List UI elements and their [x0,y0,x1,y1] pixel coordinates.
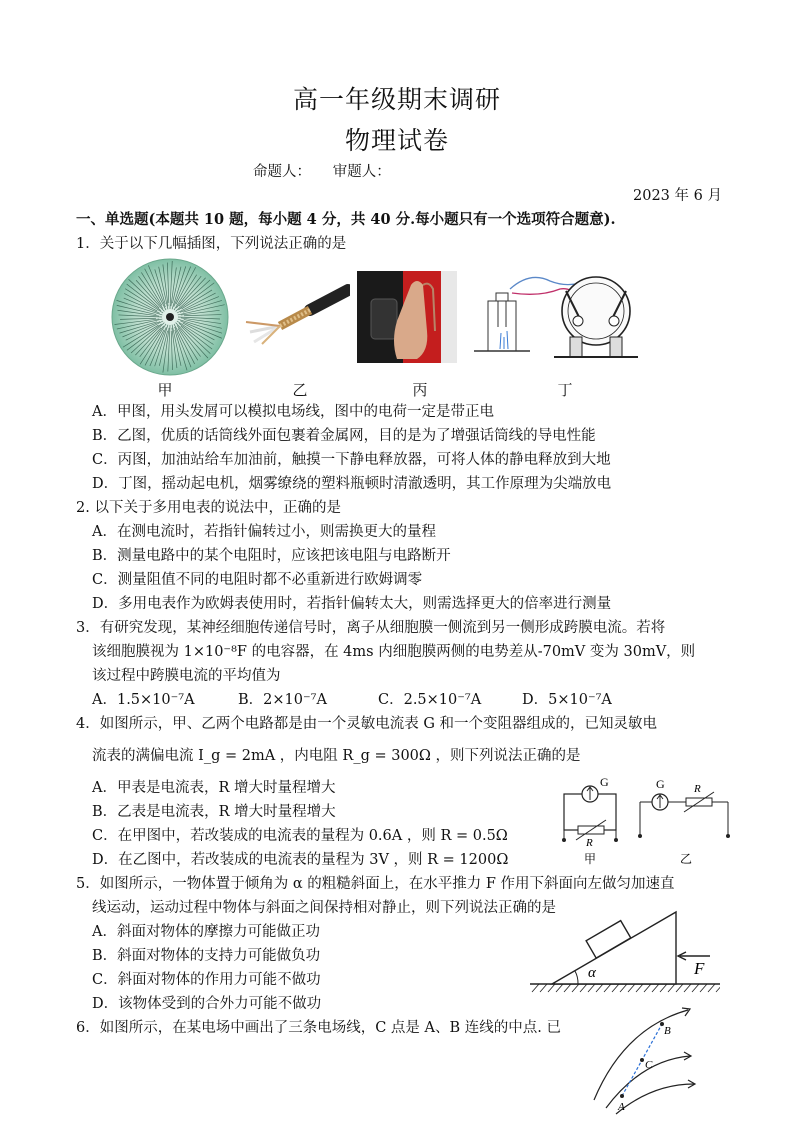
q4-option-d: D．在乙图中，若改装成的电流表的量程为 3V ，则 R = 1200Ω [92,852,509,868]
figure-galvanometer-circuits [556,774,760,870]
figure-static-discharger [357,271,457,363]
q2-option-a: A．在测电流时，若指针偏转过小，则需换更大的量程 [92,524,436,540]
question-4-line-2: 流表的满偏电流 I_g = 2mA ，内电阻 R_g = 300Ω ，则下列说法正确的是 [92,748,581,764]
exam-title: 高一年级期末调研 [292,85,501,114]
question-3-line-2: 该细胞膜视为 1×10⁻⁸F 的电容器，在 4ms 内细胞膜两侧的电势差从-70mV 变为 30mV，则 [92,644,696,660]
question-3-line-3: 该过程中跨膜电流的平均值为 [92,668,281,684]
q3-option-d: D．5×10⁻⁷A [522,692,612,708]
jia-galvanometer-label: G [600,775,609,789]
question-5-line-1: 5．如图所示，一物体置于倾角为 α 的粗糙斜面上，在水平推力 F 作用下斜面向左做匀加速直 [76,876,675,892]
authors-line: 命题人： 审题人： [253,164,391,180]
q1-option-d: D．丁图，摇动起电机，烟雾缭绕的塑料瓶顿时清澈透明，其工作原理为尖端放电 [92,476,612,492]
question-6-line-1: 6．如图所示，在某电场中画出了三条电场线，C 点是 A、B 连线的中点. 已 [76,1020,561,1036]
figure-hair-field-lines [110,257,230,377]
figure-electrostatic-machine [470,267,642,365]
q4-option-a: A．甲表是电流表，R 增大时量程增大 [92,780,336,796]
point-b-label: B [664,1025,671,1037]
question-4-line-1: 4．如图所示，甲、乙两个电路都是由一个灵敏电流表 G 和一个变阻器组成的，已知灵敏电 [76,716,658,732]
jia-resistor-label: R [586,837,593,849]
figure-caption-jia: 甲 [157,381,173,399]
q3-option-a: A．1.5×10⁻⁷A [92,692,195,708]
q5-option-a: A．斜面对物体的摩擦力可能做正功 [92,924,320,940]
question-5-line-2: 线运动，运动过程中物体与斜面之间保持相对静止，则下列说法正确的是 [92,900,556,916]
point-c-label: C [645,1059,653,1071]
q2-option-b: B．测量电路中的某个电阻时，应该把该电阻与电路断开 [92,548,451,564]
question-3-line-1: 3．有研究发现，某神经细胞传递信号时，离子从细胞膜一侧流到另一侧形成跨膜电流。若将 [76,620,666,636]
push-force-label: F [694,959,705,978]
jia-label: 甲 [584,852,597,866]
figure-caption-bing: 丙 [412,381,428,399]
q5-option-d: D．该物体受到的合外力可能不做功 [92,996,322,1012]
q5-option-b: B．斜面对物体的支持力可能做负功 [92,948,321,964]
point-a-label: A [618,1101,625,1113]
q3-option-c: C．2.5×10⁻⁷A [378,692,482,708]
exam-date: 2023 年 6 月 [633,188,722,204]
incline-angle-label: α [588,965,596,981]
q4-option-b: B．乙表是电流表，R 增大时量程增大 [92,804,336,820]
figure-field-lines [590,1004,700,1116]
q5-option-c: C．斜面对物体的作用力可能不做功 [92,972,321,988]
q4-option-c: C．在甲图中，若改装成的电流表的量程为 0.6A ，则 R = 0.5Ω [92,828,508,844]
yi-label: 乙 [680,852,693,866]
figure-shielded-cable [240,282,350,347]
q1-option-a: A．甲图，用头发屑可以模拟电场线，图中的电荷一定是带正电 [92,404,494,420]
q3-option-b: B．2×10⁻⁷A [238,692,327,708]
q1-option-b: B．乙图，优质的话筒线外面包裹着金属网，目的是为了增强话筒线的导电性能 [92,428,596,444]
yi-resistor-label: R [694,783,701,795]
figure-caption-yi: 乙 [292,381,308,399]
exam-subtitle: 物理试卷 [344,126,449,155]
q2-option-c: C．测量阻值不同的电阻时都不必重新进行欧姆调零 [92,572,423,588]
q1-option-c: C．丙图，加油站给车加油前，触摸一下静电释放器，可将人体的静电释放到大地 [92,452,611,468]
figure-incline-block [530,906,720,994]
question-1-stem: 1．关于以下几幅插图，下列说法正确的是 [76,236,347,252]
q2-option-d: D．多用电表作为欧姆表使用时，若指针偏转太大，则需选择更大的倍率进行测量 [92,596,612,612]
yi-galvanometer-label: G [656,777,665,791]
question-2-stem: 2. 以下关于多用电表的说法中，正确的是 [76,500,341,516]
figure-caption-ding: 丁 [557,381,573,399]
section-heading: 一、单选题(本题共 10 题，每小题 4 分，共 40 分.每小题只有一个选项符合题意). [76,211,616,228]
